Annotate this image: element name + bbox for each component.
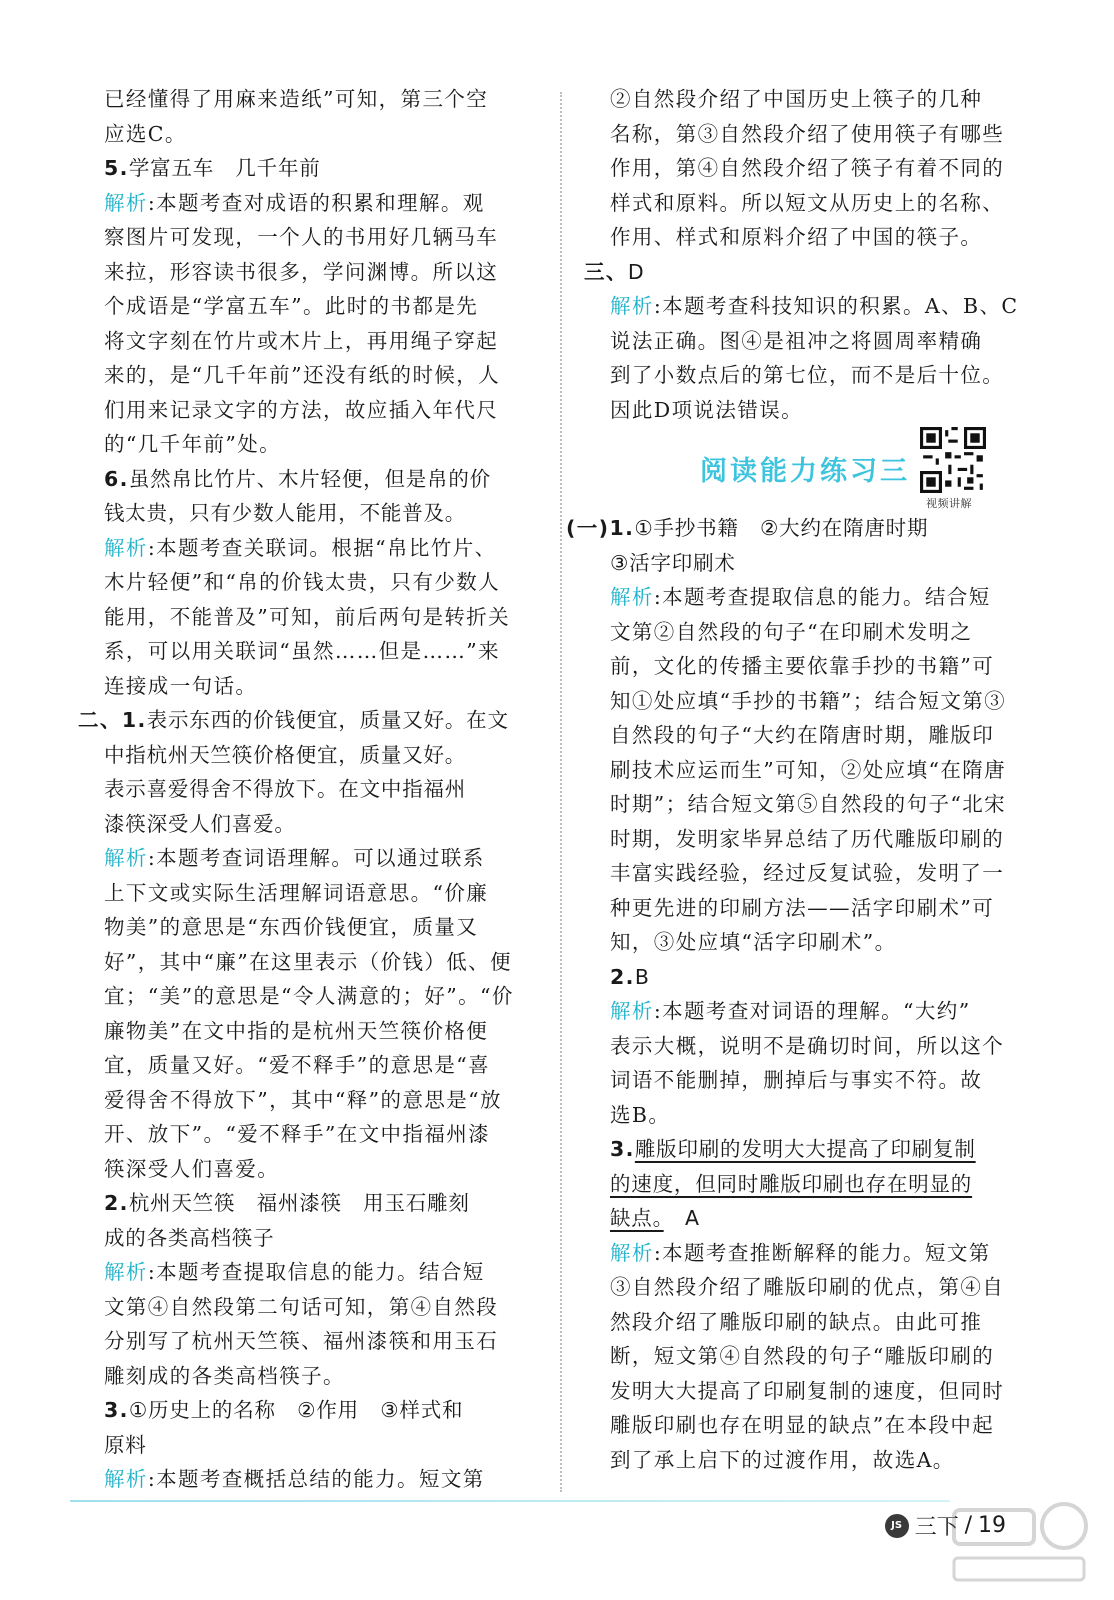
line-segment: 样式和原料。所以短文从历史上的名称、 <box>610 190 1005 215</box>
line-segment: 时期”；结合短文第⑤自然段的句子“北宋 <box>610 792 1007 816</box>
column-divider <box>560 92 562 1492</box>
line-segment: 自然段的句子“大约在隋唐时期，雕版印 <box>610 723 995 747</box>
line-segment: 原料 <box>104 1432 147 1457</box>
line-segment: A <box>663 1206 700 1230</box>
text-line <box>104 1186 536 1221</box>
line-segment: 能用，不能普及”可知，前后两句是转折关 <box>104 604 511 629</box>
line-segment: 们用来记录文字的方法，故应插入年代尺 <box>104 397 499 422</box>
line-segment: :本题考查对成语的积累和理解。观 <box>147 190 485 215</box>
line-segment: 选B。 <box>610 1102 671 1127</box>
line-segment: 廉物美”在文中指的是杭州天竺筷价格便 <box>104 1018 489 1043</box>
line-segment: D <box>627 259 645 284</box>
line-segment: 连接成一句话。 <box>104 673 258 698</box>
line-segment: 时期，发明家毕昇总结了历代雕版印刷的 <box>610 826 1005 851</box>
line-segment: 成的各类高档筷子 <box>104 1225 275 1250</box>
text-line <box>104 82 536 117</box>
text-line <box>104 462 536 497</box>
text-line <box>610 220 1030 255</box>
text-line <box>610 1132 1030 1167</box>
text-line <box>610 1374 1030 1409</box>
text-line <box>104 807 536 842</box>
line-segment: 二、 <box>78 708 122 732</box>
line-segment: 察图片可发现，一个人的书用好几辆马车 <box>104 225 499 249</box>
line-segment: 表示东西的价钱便宜，质量又好。在文 <box>146 708 509 732</box>
text-line <box>104 738 536 773</box>
line-segment: 种更先进的印刷方法——活字印刷术”可 <box>610 895 995 920</box>
line-segment: ①手抄书籍 ②大约在隋唐时期 <box>634 516 929 540</box>
text-line <box>104 669 536 704</box>
text-line <box>104 876 536 911</box>
text-line <box>610 1305 1030 1340</box>
text-line <box>104 945 536 980</box>
line-segment: 1. <box>121 708 147 732</box>
line-segment: 作用、样式和原料介绍了中国的筷子。 <box>610 225 983 249</box>
line-segment: 发明大大提高了印刷复制的速度，但同时 <box>610 1378 1005 1403</box>
line-segment: :本题考查关联词。根据“帛比竹片、 <box>147 535 497 560</box>
line-segment: 1. <box>609 516 635 540</box>
page-separator: / <box>964 1513 972 1538</box>
text-line <box>104 1393 536 1428</box>
text-line <box>104 600 536 635</box>
line-segment: 的速度，但同时雕版印刷也存在明显的 <box>610 1171 973 1196</box>
line-segment: 宜；“美”的意思是“令人满意的；好”。“价 <box>104 984 514 1008</box>
line-segment: 词语不能删掉，删掉后与事实不符。故 <box>610 1068 983 1092</box>
text-line <box>104 1290 536 1325</box>
line-segment: :本题考查科技知识的积累。A、B、C <box>653 294 1019 318</box>
line-segment: 3. <box>104 1398 129 1422</box>
text-line <box>610 822 1030 857</box>
text-line <box>610 787 1030 822</box>
text-line <box>610 1236 1030 1271</box>
line-segment: 断，短文第④自然段的句子“雕版印刷的 <box>610 1344 995 1368</box>
line-segment: 刷技术应运而生”可知，②处应填“在隋唐 <box>610 757 1007 782</box>
line-segment: 已经懂得了用麻来造纸”可知，第三个空 <box>104 87 489 111</box>
analysis-label: 解析 <box>610 1240 654 1265</box>
line-segment: 系，可以用关联词“虽然……但是……”来 <box>104 639 501 663</box>
left-column <box>78 82 536 1497</box>
line-segment: 钱太贵，只有少数人能用，不能普及。 <box>104 501 467 525</box>
text-line <box>610 856 1030 891</box>
line-segment: 漆筷深受人们喜爱。 <box>104 811 296 836</box>
line-segment: 到了小数点后的第七位，而不是后十位。 <box>610 363 1005 387</box>
text-line <box>610 684 1030 719</box>
text-line <box>104 565 536 600</box>
text-line <box>610 117 1030 152</box>
edition-badge-icon: JS <box>885 1514 909 1538</box>
text-line <box>104 1324 536 1359</box>
text-line <box>610 1063 1030 1098</box>
text-line <box>104 289 536 324</box>
line-segment: 雕刻成的各类高档筷子。 <box>104 1363 345 1388</box>
text-line <box>610 289 1030 324</box>
line-segment: 木片轻便”和“帛的价钱太贵，只有少数人 <box>104 570 501 594</box>
text-line <box>104 117 536 152</box>
text-line <box>104 220 536 255</box>
watermark-logo-icon <box>944 1496 1094 1592</box>
text-line <box>610 891 1030 926</box>
text-line <box>610 151 1030 186</box>
line-segment: 将文字刻在竹片或木片上，再用绳子穿起 <box>104 328 499 353</box>
line-segment: 因此D项说法错误。 <box>610 397 804 422</box>
line-segment: ①历史上的名称 ②作用 ③样式和 <box>128 1398 464 1422</box>
line-segment: 2. <box>610 964 635 989</box>
line-segment: ③自然段介绍了雕版印刷的优点，第④自 <box>610 1275 1005 1299</box>
line-segment: 到了承上启下的过渡作用，故选A。 <box>610 1447 955 1472</box>
text-line <box>610 925 1030 960</box>
right-column <box>566 82 1030 1477</box>
line-segment: 学富五车 几千年前 <box>128 156 321 180</box>
line-segment: 表示大概，说明不是确切时间，所以这个 <box>610 1033 1005 1058</box>
text-line <box>104 151 536 186</box>
line-segment: 来的，是“几千年前”还没有纸的时候，人 <box>104 363 501 387</box>
text-line <box>610 615 1030 650</box>
analysis-label: 解析 <box>104 1467 148 1491</box>
text-line <box>104 1014 536 1049</box>
line-segment: 宜，质量又好。“爱不释手”的意思是“喜 <box>104 1053 491 1077</box>
text-line <box>566 511 1030 546</box>
line-segment: 作用，第④自然段介绍了筷子有着不同的 <box>610 156 1005 180</box>
text-line <box>104 841 536 876</box>
line-segment: 知①处应填“手抄的书籍”；结合短文第③ <box>610 688 1007 713</box>
text-line <box>610 324 1030 359</box>
line-segment: 然段介绍了雕版印刷的缺点。由此可推 <box>610 1309 983 1334</box>
text-line <box>610 1443 1030 1478</box>
analysis-label: 解析 <box>104 1260 148 1284</box>
text-line <box>610 1098 1030 1133</box>
text-line <box>610 1201 1030 1236</box>
section-title: 阅读能力练习三 <box>700 456 910 487</box>
text-line <box>610 1270 1030 1305</box>
line-segment: 表示喜爱得舍不得放下。在文中指福州 <box>104 777 467 801</box>
text-line <box>610 393 1030 428</box>
text-line <box>104 186 536 221</box>
text-line <box>104 1359 536 1394</box>
line-segment: 应选C。 <box>104 121 187 146</box>
text-line <box>610 753 1030 788</box>
line-segment: :本题考查对词语的理解。“大约” <box>653 999 971 1023</box>
line-segment: :本题考查提取信息的能力。结合短 <box>653 585 991 609</box>
text-line <box>104 1255 536 1290</box>
line-segment: ③活字印刷术 <box>610 550 736 575</box>
text-line <box>104 427 536 462</box>
text-line <box>104 979 536 1014</box>
text-line <box>104 531 536 566</box>
line-segment: 好”，其中“廉”在这里表示（价钱）低、便 <box>104 949 512 974</box>
line-segment: 物美”的意思是“东西价钱便宜，质量又 <box>104 915 479 939</box>
text-line <box>610 649 1030 684</box>
line-segment: 缺点。 <box>610 1206 664 1230</box>
line-segment: :本题考查概括总结的能力。短文第 <box>147 1467 485 1491</box>
line-segment: 文第②自然段的句子“在印刷术发明之 <box>610 619 973 644</box>
line-segment: 虽然帛比竹片、木片轻便，但是帛的价 <box>128 466 491 491</box>
text-line <box>610 718 1030 753</box>
text-line <box>104 1221 536 1256</box>
text-line <box>610 580 1030 615</box>
line-segment: 爱得舍不得放下”，其中“释”的意思是“放 <box>104 1087 502 1112</box>
line-segment: 3. <box>610 1137 635 1161</box>
right-bottom-block <box>566 511 1030 1477</box>
text-line <box>610 186 1030 221</box>
page-number: 19 <box>978 1513 1006 1538</box>
line-segment: 上下文或实际生活理解词语意思。“价廉 <box>104 880 489 905</box>
text-line <box>104 1083 536 1118</box>
line-segment: 雕版印刷也存在明显的缺点”在本段中起 <box>610 1413 995 1437</box>
qr-code-icon[interactable] <box>920 427 986 493</box>
line-segment: ②自然段介绍了中国历史上筷子的几种 <box>610 87 983 111</box>
text-line <box>104 634 536 669</box>
line-segment: 中指杭州天竺筷价格便宜，质量又好。 <box>104 742 467 767</box>
line-segment: 个成语是“学富五车”。此时的书都是先 <box>104 294 479 318</box>
text-line <box>104 255 536 290</box>
qr-label: 视频讲解 <box>926 497 972 510</box>
line-segment: :本题考查提取信息的能力。结合短 <box>147 1260 485 1284</box>
line-segment: 筷深受人们喜爱。 <box>104 1156 280 1181</box>
text-line <box>584 255 1030 290</box>
line-segment: 雕版印刷的发明大大提高了印刷复制 <box>634 1137 976 1161</box>
right-top-block <box>584 82 1030 427</box>
line-segment: (一) <box>566 516 610 540</box>
text-line <box>104 496 536 531</box>
line-segment: B <box>634 964 650 989</box>
line-segment: 开、放下”。“爱不释手”在文中指福州漆 <box>104 1122 491 1146</box>
text-line <box>610 1408 1030 1443</box>
text-line <box>104 358 536 393</box>
line-segment: 丰富实践经验，经过反复试验，发明了一 <box>610 861 1005 885</box>
section-header <box>610 427 1030 511</box>
line-segment: 2. <box>104 1191 129 1215</box>
text-line <box>104 393 536 428</box>
text-line <box>610 82 1030 117</box>
text-line <box>610 1029 1030 1064</box>
analysis-label: 解析 <box>610 294 654 318</box>
line-segment: 6. <box>104 466 129 491</box>
analysis-label: 解析 <box>104 846 148 870</box>
line-segment: 知，③处应填“活字印刷术”。 <box>610 930 897 954</box>
text-line <box>610 1167 1030 1202</box>
text-line <box>610 960 1030 995</box>
line-segment: 前，文化的传播主要依靠手抄的书籍”可 <box>610 654 995 678</box>
analysis-label: 解析 <box>610 999 654 1023</box>
line-segment: 的“几千年前”处。 <box>104 432 282 456</box>
text-line <box>610 994 1030 1029</box>
line-segment: 杭州天竺筷 福州漆筷 用玉石雕刻 <box>128 1191 470 1215</box>
text-line <box>104 1152 536 1187</box>
line-segment: :本题考查词语理解。可以通过联系 <box>147 846 485 870</box>
line-segment: 分别写了杭州天竺筷、福州漆筷和用玉石 <box>104 1329 499 1353</box>
grade-label: 三下 <box>914 1515 959 1540</box>
line-segment: 说法正确。图④是祖冲之将圆周率精确 <box>610 328 983 353</box>
text-line <box>104 910 536 945</box>
analysis-label: 解析 <box>104 190 148 215</box>
line-segment: 来拉，形容读书很多，学问渊博。所以这 <box>104 259 499 284</box>
footer-rule <box>70 1500 950 1502</box>
text-line <box>104 324 536 359</box>
text-line <box>610 358 1030 393</box>
line-segment: 三、 <box>584 259 628 284</box>
analysis-label: 解析 <box>104 535 148 560</box>
text-line <box>104 1117 536 1152</box>
text-line <box>104 772 536 807</box>
text-line <box>104 1462 536 1497</box>
text-line <box>104 1048 536 1083</box>
text-line <box>78 703 536 738</box>
text-line <box>104 1428 536 1463</box>
analysis-label: 解析 <box>610 585 654 609</box>
line-segment: 名称，第③自然段介绍了使用筷子有哪些 <box>610 121 1005 146</box>
text-line <box>610 546 1030 581</box>
line-segment: 5. <box>104 156 129 180</box>
line-segment: 文第④自然段第二句话可知，第④自然段 <box>104 1294 499 1319</box>
text-line <box>610 1339 1030 1374</box>
line-segment: :本题考查推断解释的能力。短文第 <box>653 1240 991 1265</box>
